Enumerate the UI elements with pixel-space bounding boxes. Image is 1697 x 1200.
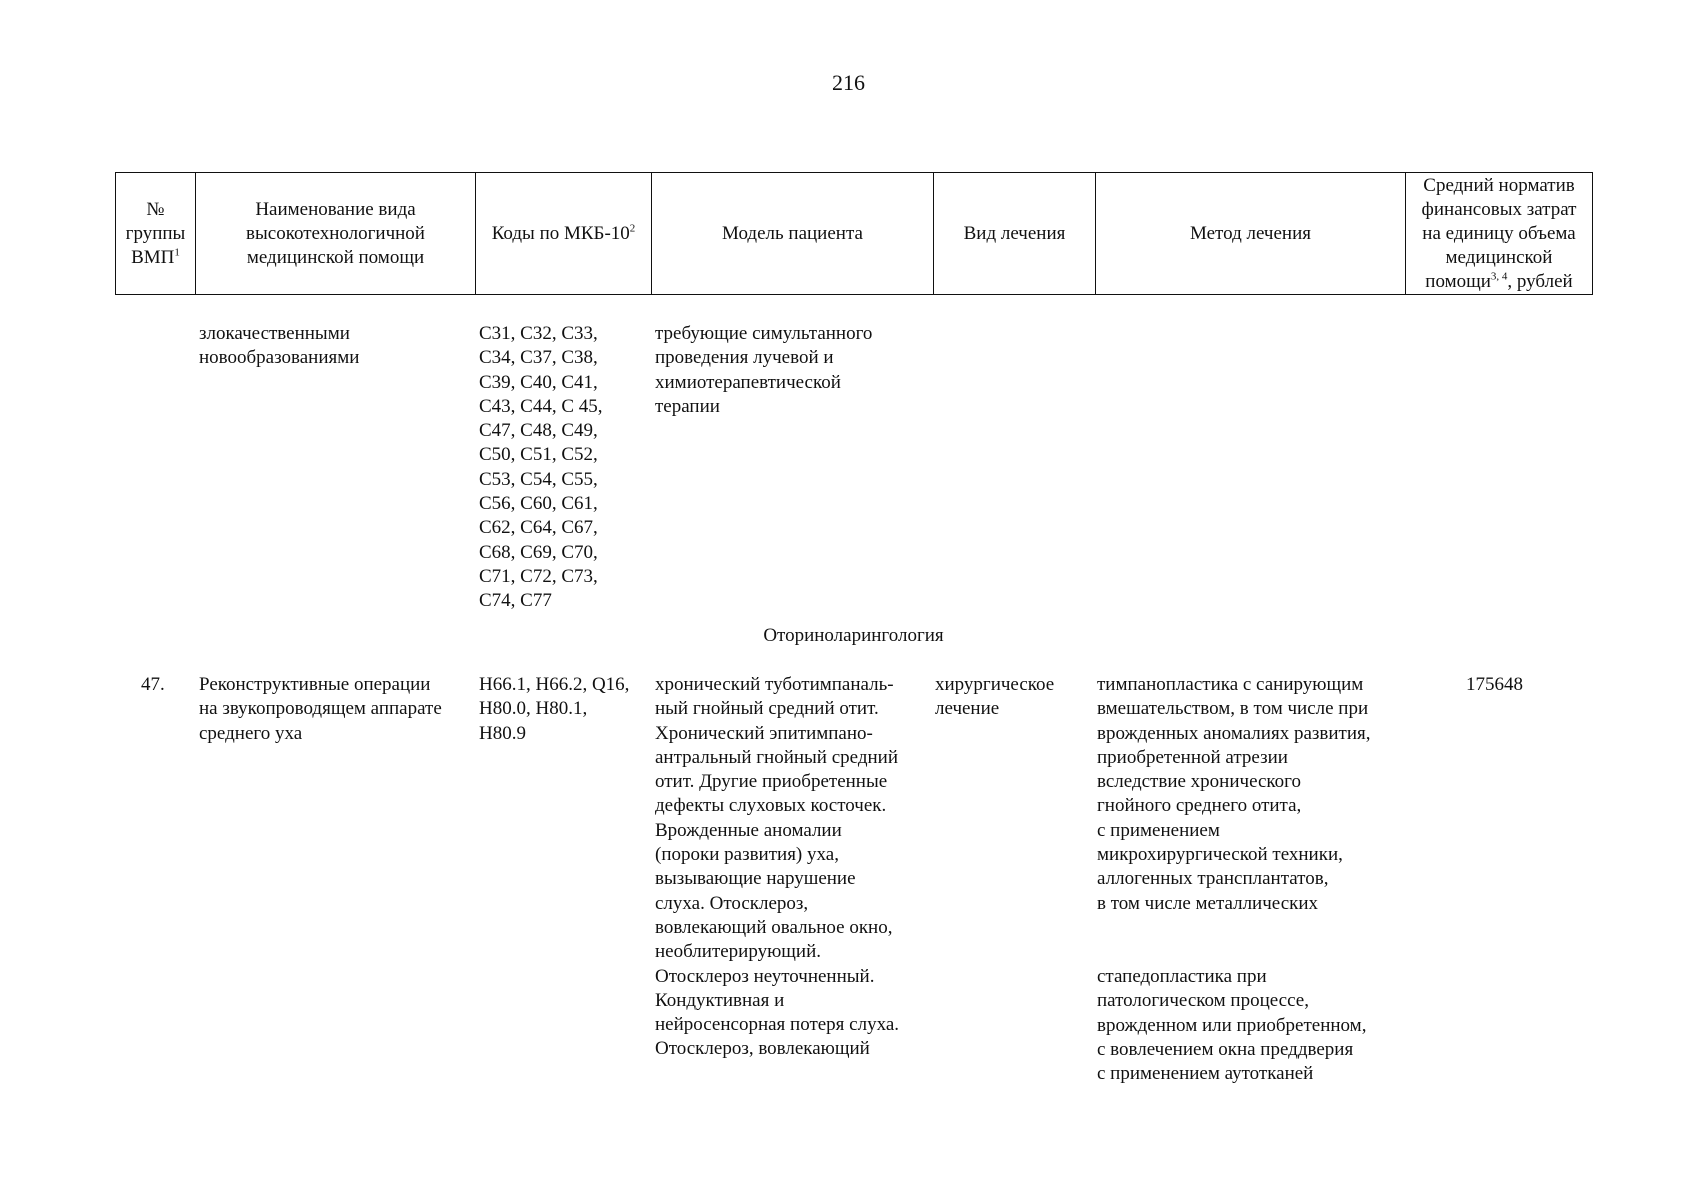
header-icd-codes — [476, 173, 652, 295]
header-average-cost-unit: , рублей — [1507, 270, 1573, 292]
header-treatment-type: Вид лечения — [934, 173, 1096, 295]
continuation-icd-codes: C31, C32, C33, C34, C37, C38, C39, C40, C41, C43, C44, C 45, C47, C48, C49, C50, C51, C52, C53, C54, C55, C56, C60, C61, C62, C64, C67, C68, C69, C70, C71, C72, C73, C74, C77 — [479, 323, 603, 612]
header-group-number — [116, 173, 196, 295]
header-average-cost — [1406, 173, 1593, 295]
header-group-number-text: № группы ВМП — [125, 198, 186, 268]
header-patient-model: Модель пациента — [652, 173, 934, 295]
row-patient-model: хронический туботимпаналь- ный гнойный средний отит. Хронический эпитимпано- антральный гнойный средний отит. Другие приобретенные дефекты слуховых косточек. Врожденные аномалии (пороки развития) уха, вызывающие нарушение слуха. Отосклероз, вовлекающий овальное окно, необлитерирующий. Отосклероз неуточненный. Кондуктивная и нейросенсорная потеря слуха. Отосклероз, вовлекающий — [655, 674, 900, 1060]
footnote-3-4-mark: 3, 4 — [1490, 270, 1508, 283]
section-title: Оториноларингология — [763, 625, 944, 646]
row-treatment-type: хирургическое лечение — [935, 674, 1055, 720]
header-care-type-name: Наименование вида высокотехнологичной медицинской помощи — [196, 173, 476, 295]
row-group-number: 47. — [141, 674, 165, 695]
row-average-cost: 175648 — [1466, 674, 1523, 695]
footnote-1-mark: 1 — [174, 246, 180, 259]
header-icd-codes-text: Коды по МКБ-10 — [491, 222, 630, 244]
header-average-cost-text: Средний норматив финансовых затрат на единицу объема медицинской помощи — [1421, 174, 1577, 292]
row-care-name: Реконструктивные операции на звукопроводящем аппарате среднего уха — [199, 674, 442, 744]
continuation-patient-model: требующие симультанного проведения лучевой и химиотерапевтической терапии — [655, 323, 873, 417]
row-treatment-method-2: стапедопластика при патологическом процессе, врожденном или приобретенном, с вовлечением окна преддверия с применением аутотканей — [1097, 966, 1367, 1085]
table-header — [115, 172, 1593, 295]
page-number: 216 — [832, 70, 865, 95]
continuation-care-name: злокачественными новообразованиями — [199, 323, 360, 369]
header-treatment-method: Метод лечения — [1096, 173, 1406, 295]
row-treatment-method-1: тимпанопластика с санирующим вмешательством, в том числе при врожденных аномалиях развития, приобретенной атрезии вследствие хронического гнойного среднего отита, с применением микрохирургической техники, аллогенных трансплантатов, в том числе металлических — [1097, 674, 1371, 914]
row-icd-codes: H66.1, H66.2, Q16, H80.0, H80.1, H80.9 — [479, 674, 630, 744]
footnote-2-mark: 2 — [629, 222, 636, 235]
